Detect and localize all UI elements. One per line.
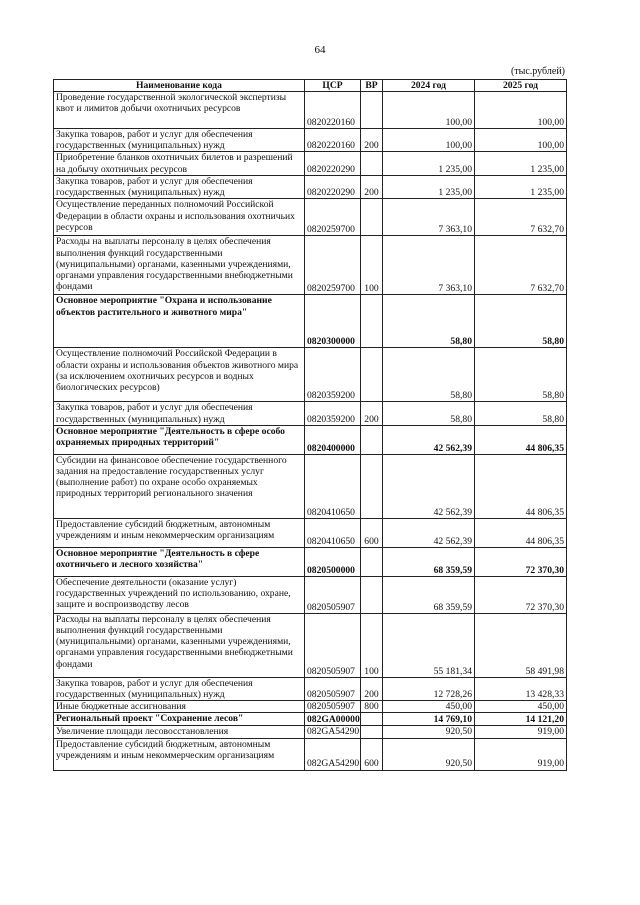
row-2024: 55 181,34 [383, 613, 475, 677]
row-2025: 58 491,98 [475, 613, 567, 677]
row-vr [361, 152, 383, 175]
row-2025: 44 806,35 [475, 425, 567, 454]
row-2024: 7 363,10 [383, 236, 475, 295]
row-csr: 0820410650 [305, 518, 361, 547]
row-csr: 0820500000 [305, 547, 361, 576]
row-name: Проведение государственной экологической экспертизы квот и лимитов добычи охотничьих ресурсов [54, 92, 305, 129]
row-2025: 919,00 [475, 726, 567, 738]
row-2024: 42 562,39 [383, 425, 475, 454]
row-name: Основное мероприятие "Деятельность в сфере охотничьего и лесного хозяйства" [54, 547, 305, 576]
row-2025: 58,80 [475, 402, 567, 425]
row-vr: 600 [361, 518, 383, 547]
row-csr: 0820300000 [305, 295, 361, 348]
row-2025: 58,80 [475, 295, 567, 348]
row-name: Основное мероприятие "Охрана и использование объектов растительного и животного мира" [54, 295, 305, 348]
row-vr: 100 [361, 613, 383, 677]
row-2025: 7 632,70 [475, 236, 567, 295]
table-row [54, 402, 567, 425]
row-csr: 0820259700 [305, 236, 361, 295]
row-csr: 0820220160 [305, 92, 361, 129]
page-number: 64 [314, 44, 326, 56]
row-2024: 68 359,59 [383, 576, 475, 613]
table-row [54, 547, 567, 576]
header-vr: ВР [361, 80, 383, 92]
row-name: Закупка товаров, работ и услуг для обеспечения государственных (муниципальных) нужд [54, 129, 305, 152]
row-2025: 44 806,35 [475, 454, 567, 518]
row-vr: 800 [361, 701, 383, 713]
row-2024: 100,00 [383, 92, 475, 129]
row-2025: 100,00 [475, 92, 567, 129]
row-2024: 7 363,10 [383, 199, 475, 236]
row-vr [361, 295, 383, 348]
row-2024: 58,80 [383, 402, 475, 425]
table-row [54, 677, 567, 700]
row-2024: 12 728,26 [383, 677, 475, 700]
header-2024: 2024 год [383, 80, 475, 92]
table-row [54, 613, 567, 677]
row-name: Осуществление переданных полномочий Российской Федерации в области охраны и использования охотничьих ресурсов [54, 199, 305, 236]
row-name: Закупка товаров, работ и услуг для обеспечения государственных (муниципальных) нужд [54, 402, 305, 425]
table-row [54, 175, 567, 198]
row-2025: 44 806,35 [475, 518, 567, 547]
table-row [54, 129, 567, 152]
row-vr: 600 [361, 738, 383, 770]
table-row [54, 92, 567, 129]
row-name: Приобретение бланков охотничьих билетов и разрешений на добычу охотничьих ресурсов [54, 152, 305, 175]
row-name: Субсидии на финансовое обеспечение государственного задания на предоставление государственных услуг (выполнение работ) по охране особо охраняемых природных территорий регионального значения [54, 454, 305, 518]
row-2024: 58,80 [383, 295, 475, 348]
table-row [54, 454, 567, 518]
row-name: Основное мероприятие "Деятельность в сфере особо охраняемых природных территорий" [54, 425, 305, 454]
row-2024: 42 562,39 [383, 454, 475, 518]
row-name: Осуществление полномочий Российской Федерации в области охраны и использования объектов животного мира (за исключением охотничьих ресурсов и водных биологических ресурсов) [54, 348, 305, 402]
row-2025: 919,00 [475, 738, 567, 770]
header-2025: 2025 год [475, 80, 567, 92]
row-name: Закупка товаров, работ и услуг для обеспечения государственных (муниципальных) нужд [54, 175, 305, 198]
row-vr [361, 726, 383, 738]
row-2024: 68 359,59 [383, 547, 475, 576]
row-name: Иные бюджетные ассигнования [54, 701, 305, 713]
row-csr: 0820220290 [305, 175, 361, 198]
row-csr: 0820359200 [305, 402, 361, 425]
table-row [54, 518, 567, 547]
row-csr: 0820220160 [305, 129, 361, 152]
row-2025: 1 235,00 [475, 152, 567, 175]
row-vr [361, 713, 383, 726]
row-vr: 100 [361, 236, 383, 295]
table-row [54, 738, 567, 770]
row-csr: 0820410650 [305, 454, 361, 518]
row-csr: 0820505907 [305, 576, 361, 613]
row-vr: 200 [361, 402, 383, 425]
row-vr: 200 [361, 677, 383, 700]
table-row [54, 199, 567, 236]
row-2024: 100,00 [383, 129, 475, 152]
row-name: Предоставление субсидий бюджетным, автономным учреждениям и иным некоммерческим организациям [54, 518, 305, 547]
row-csr: 082GA00000 [305, 713, 361, 726]
row-csr: 0820259700 [305, 199, 361, 236]
row-name: Предоставление субсидий бюджетным, автономным учреждениям и иным некоммерческим организациям [54, 738, 305, 770]
row-name: Расходы на выплаты персоналу в целях обеспечения выполнения функций государственными (муниципальными) органами, казенными учреждениями, органами управления государственными внебюджетными фондами [54, 613, 305, 677]
row-vr [361, 199, 383, 236]
row-2024: 42 562,39 [383, 518, 475, 547]
table-row [54, 425, 567, 454]
row-2024: 14 769,10 [383, 713, 475, 726]
row-vr: 200 [361, 175, 383, 198]
header-csr: ЦСР [305, 80, 361, 92]
row-2025: 72 370,30 [475, 547, 567, 576]
row-csr: 0820359200 [305, 348, 361, 402]
row-vr [361, 348, 383, 402]
header-name: Наименование кода [54, 80, 305, 92]
row-2024: 1 235,00 [383, 175, 475, 198]
row-2025: 1 235,00 [475, 175, 567, 198]
row-2024: 1 235,00 [383, 152, 475, 175]
row-2025: 14 121,20 [475, 713, 567, 726]
table-row [54, 348, 567, 402]
row-vr: 200 [361, 129, 383, 152]
row-vr [361, 547, 383, 576]
row-2025: 7 632,70 [475, 199, 567, 236]
row-csr: 0820400000 [305, 425, 361, 454]
row-csr: 082GA54290 [305, 726, 361, 738]
row-2024: 920,50 [383, 726, 475, 738]
row-vr [361, 454, 383, 518]
row-name: Увеличение площади лесовосстановления [54, 726, 305, 738]
table-row [54, 701, 567, 713]
row-2025: 13 428,33 [475, 677, 567, 700]
row-name: Закупка товаров, работ и услуг для обеспечения государственных (муниципальных) нужд [54, 677, 305, 700]
row-vr [361, 92, 383, 129]
row-vr [361, 576, 383, 613]
table-row [54, 726, 567, 738]
table-row [54, 295, 567, 348]
table-row [54, 152, 567, 175]
table-row [54, 576, 567, 613]
row-csr: 0820505907 [305, 701, 361, 713]
budget-table [53, 79, 567, 771]
row-2025: 450,00 [475, 701, 567, 713]
row-2024: 920,50 [383, 738, 475, 770]
row-2025: 58,80 [475, 348, 567, 402]
row-csr: 0820220290 [305, 152, 361, 175]
row-csr: 0820505907 [305, 677, 361, 700]
table-row [54, 236, 567, 295]
row-2024: 450,00 [383, 701, 475, 713]
row-csr: 0820505907 [305, 613, 361, 677]
table-row [54, 713, 567, 726]
row-2025: 100,00 [475, 129, 567, 152]
row-name: Региональный проект "Сохранение лесов" [54, 713, 305, 726]
row-2024: 58,80 [383, 348, 475, 402]
table-header-row [54, 80, 567, 92]
row-csr: 082GA54290 [305, 738, 361, 770]
row-2025: 72 370,30 [475, 576, 567, 613]
row-vr [361, 425, 383, 454]
row-name: Обеспечение деятельности (оказание услуг) государственных учреждений по использованию, охране, защите и воспроизводству лесов [54, 576, 305, 613]
row-name: Расходы на выплаты персоналу в целях обеспечения выполнения функций государственными (муниципальными) органами, казенными учреждениями, органами управления государственными внебюджетными фондами [54, 236, 305, 295]
units-label: (тыс.рублей) [510, 66, 565, 77]
